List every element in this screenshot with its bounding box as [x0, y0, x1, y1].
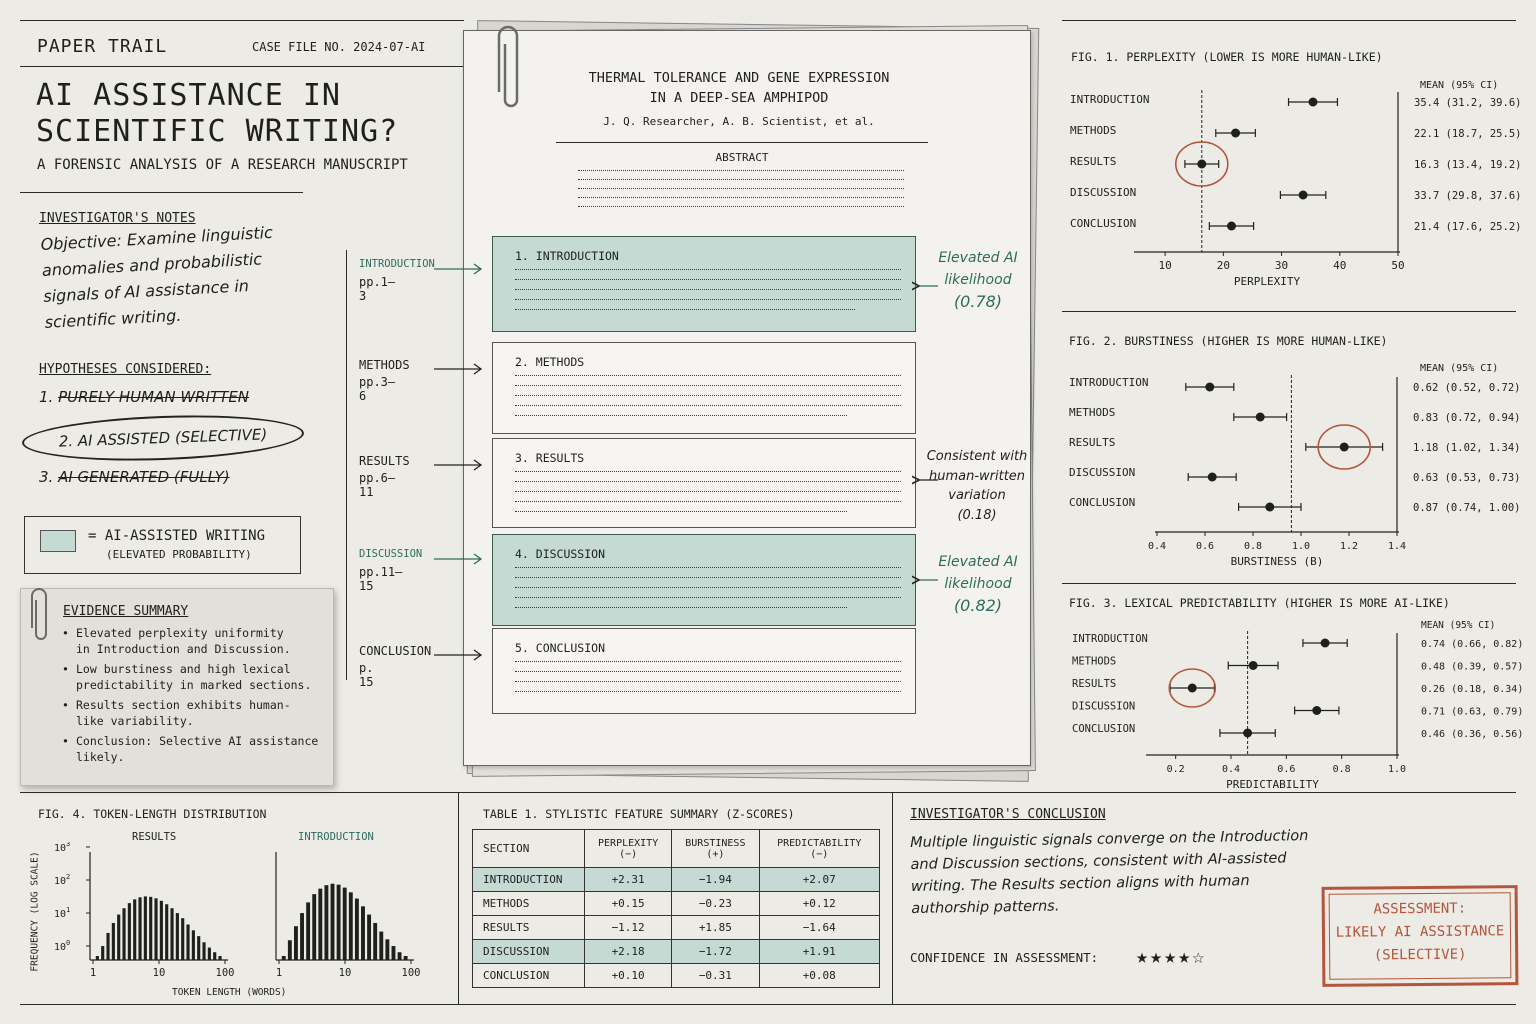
- histogram-bar: [154, 898, 157, 960]
- section-index-label: INTRODUCTION: [359, 258, 435, 270]
- histogram-bar: [149, 897, 152, 960]
- manuscript-section: [492, 628, 916, 714]
- table-cell: +2.31: [585, 868, 672, 892]
- evidence-list: [62, 626, 318, 765]
- fig4-title: FIG. 4. TOKEN-LENGTH DISTRIBUTION: [38, 807, 267, 821]
- table-cell: +1.85: [672, 916, 759, 940]
- x-tick-label: 100: [215, 967, 235, 979]
- hypothesis-3-number: 3.: [39, 468, 54, 486]
- evidence-heading: EVIDENCE SUMMARY: [63, 604, 189, 619]
- mean-point: [1188, 684, 1197, 693]
- table-cell: −0.31: [672, 964, 759, 988]
- section-index-pages: p. 15: [359, 661, 374, 689]
- fig4-ylabel: FREQUENCY (LOG SCALE): [29, 851, 41, 972]
- fig-divider-2: [1062, 583, 1516, 584]
- histogram-bar: [324, 885, 328, 960]
- table-row: [473, 892, 880, 916]
- x-tick-label: 40: [1333, 259, 1347, 272]
- x-tick-label: 0.6: [1277, 764, 1296, 775]
- histogram-bar: [176, 913, 179, 960]
- histogram-bar: [213, 952, 216, 960]
- value-label: 16.3 (13.4, 19.2): [1414, 159, 1522, 171]
- histogram-bar: [398, 952, 402, 960]
- fig3-chart: [1062, 618, 1532, 793]
- x-tick-label: 0.6: [1195, 541, 1215, 552]
- histogram-bar: [106, 933, 109, 960]
- conclusion-line: and Discussion sections, consistent with AI-assisted: [910, 850, 1287, 873]
- confidence-rating: [1136, 944, 1206, 968]
- notes-line: anomalies and probabilistic: [41, 249, 263, 280]
- conclusion-line: authorship patterns.: [911, 898, 1060, 917]
- x-tick-label: 100: [401, 967, 421, 979]
- category-label: RESULTS: [1070, 155, 1117, 168]
- table-cell: −1.72: [672, 940, 759, 964]
- histogram-bar: [165, 904, 168, 960]
- note-discussion: Elevated AI likelihood (0.82): [938, 554, 1018, 615]
- hypothesis-1-text: PURELY HUMAN WRITTEN: [58, 388, 250, 406]
- fig1-mean-header: MEAN (95% CI): [1420, 80, 1499, 91]
- value-label: 0.71 (0.63, 0.79): [1421, 706, 1524, 718]
- fig4-panel2-title: INTRODUCTION: [298, 831, 374, 843]
- x-tick-label: 0.2: [1166, 764, 1185, 775]
- mean-point: [1265, 503, 1274, 512]
- table-title: TABLE 1. STYLISTIC FEATURE SUMMARY (Z-SCORES): [483, 807, 795, 821]
- section-heading: 4. DISCUSSION: [515, 547, 606, 561]
- x-tick-label: 0.4: [1147, 541, 1167, 552]
- table-cell: +2.07: [759, 868, 880, 892]
- category-label: INTRODUCTION: [1070, 93, 1150, 106]
- table-cell: METHODS: [473, 892, 585, 916]
- fig4-xlabel: TOKEN LENGTH (WORDS): [172, 987, 287, 998]
- x-tick-label: 10: [1158, 259, 1172, 272]
- notes-heading: INVESTIGATOR'S NOTES: [39, 211, 196, 226]
- histogram-bar: [208, 948, 211, 960]
- histogram-bar: [331, 884, 335, 960]
- legend-label: = AI-ASSISTED WRITING: [88, 528, 266, 544]
- evidence-item: • Conclusion: Selective AI assistance likely.: [62, 734, 319, 764]
- value-label: 0.26 (0.18, 0.34): [1421, 684, 1524, 695]
- value-label: 35.4 (31.2, 39.6): [1414, 97, 1522, 109]
- conclusion-line: writing. The Results section aligns with human: [910, 873, 1250, 895]
- page-title-line2: SCIENTIFIC WRITING?: [36, 114, 399, 149]
- notes-line: scientific writing.: [44, 305, 182, 332]
- mean-point: [1208, 473, 1217, 482]
- section-index-label: CONCLUSION: [359, 644, 432, 658]
- histogram-bar: [355, 899, 359, 960]
- hypotheses-heading: HYPOTHESES CONSIDERED:: [39, 362, 212, 377]
- section-index-label: DISCUSSION: [359, 548, 423, 560]
- section-index-line: [346, 250, 347, 680]
- category-label: RESULTS: [1069, 436, 1116, 449]
- legend-sublabel: (ELEVATED PROBABILITY): [106, 548, 252, 561]
- x-tick-label: 1: [275, 967, 283, 979]
- category-label: CONCLUSION: [1070, 217, 1137, 230]
- evidence-item: • Results section exhibits human- like variability.: [62, 698, 291, 728]
- histogram-bar: [96, 956, 99, 960]
- mean-point: [1256, 413, 1265, 422]
- category-label: METHODS: [1070, 124, 1117, 137]
- table-header: SECTION: [473, 830, 585, 868]
- manuscript-rule: [556, 142, 928, 143]
- notes-line: signals of AI assistance in: [42, 276, 250, 306]
- mean-point: [1205, 383, 1214, 392]
- mean-point: [1312, 706, 1321, 715]
- x-tick-label: 1.0: [1291, 541, 1311, 552]
- value-label: 0.62 (0.52, 0.72): [1413, 382, 1521, 394]
- category-label: CONCLUSION: [1072, 723, 1136, 735]
- section-index-label: METHODS: [359, 358, 410, 372]
- histogram-bar: [404, 956, 408, 960]
- table-cell: +0.10: [585, 964, 672, 988]
- manuscript-title-line1: THERMAL TOLERANCE AND GENE EXPRESSION: [588, 70, 890, 86]
- stylistic-table: [472, 829, 880, 988]
- arrow-right-icon: [434, 363, 484, 375]
- x-tick-label: 1.0: [1387, 764, 1407, 775]
- frame-div-2: [892, 792, 893, 1004]
- histogram-bar: [197, 936, 200, 960]
- table-header: PREDICTABILITY (−): [759, 830, 880, 868]
- histogram-bar: [181, 918, 184, 960]
- x-tick-label: 0.8: [1332, 764, 1351, 775]
- value-label: 21.4 (17.6, 25.2): [1414, 221, 1522, 233]
- section-heading: 3. RESULTS: [515, 451, 585, 465]
- histogram-bar: [294, 926, 298, 960]
- mean-point: [1308, 98, 1317, 107]
- manuscript-section: [492, 534, 916, 626]
- histogram-bar: [128, 903, 131, 960]
- histogram-bar: [373, 923, 377, 960]
- brand: PAPER TRAIL: [37, 36, 168, 57]
- note-introduction: Elevated AI likelihood (0.78): [938, 250, 1018, 311]
- histogram-bar: [138, 897, 141, 960]
- mean-point: [1197, 160, 1206, 169]
- evidence-item: • Low burstiness and high lexical predictability in marked sections.: [62, 662, 312, 692]
- histogram-bar: [170, 908, 173, 960]
- histogram-bar: [218, 956, 221, 960]
- section-index-pages: pp.3–6: [359, 375, 396, 403]
- manuscript-section: [492, 342, 916, 434]
- manuscript-section: [492, 438, 916, 528]
- fig2-title: FIG. 2. BURSTINESS (HIGHER IS MORE HUMAN-LIKE): [1069, 334, 1388, 348]
- hypothesis-3: [39, 468, 230, 486]
- histogram-bar: [349, 892, 353, 960]
- table-row: [473, 916, 880, 940]
- x-axis-label: BURSTINESS (B): [1230, 555, 1324, 568]
- x-tick-label: 50: [1391, 259, 1405, 272]
- y-tick-label: $10^0$: [54, 939, 71, 953]
- abstract-body: [578, 170, 904, 207]
- histogram-bar: [337, 885, 341, 960]
- section-index-pages: pp.6–11: [359, 471, 396, 499]
- histogram-bar: [306, 902, 310, 960]
- arrow-right-icon: [434, 649, 484, 661]
- table-header: BURSTINESS (+): [672, 830, 759, 868]
- histogram-bar: [282, 956, 286, 960]
- fig3-mean-header: MEAN (95% CI): [1421, 620, 1496, 631]
- histogram-bar: [192, 930, 195, 960]
- mean-point: [1243, 729, 1252, 738]
- table-cell: +0.08: [759, 964, 880, 988]
- table-cell: +1.91: [759, 940, 880, 964]
- histogram-bar: [300, 913, 304, 960]
- category-label: METHODS: [1069, 406, 1116, 419]
- manuscript-authors: J. Q. Researcher, A. B. Scientist, et al.: [603, 115, 875, 128]
- star-filled-icon: ★: [1164, 944, 1179, 968]
- x-tick-label: 20: [1216, 259, 1230, 272]
- value-label: 0.87 (0.74, 1.00): [1413, 502, 1521, 514]
- mean-point: [1340, 443, 1349, 452]
- mean-point: [1321, 639, 1330, 648]
- value-label: 22.1 (18.7, 25.5): [1414, 128, 1522, 140]
- table-cell: RESULTS: [473, 916, 585, 940]
- histogram-bar: [144, 896, 147, 960]
- value-label: 0.46 (0.36, 0.56): [1421, 729, 1524, 740]
- stamp-line: (SELECTIVE): [1373, 946, 1467, 964]
- assessment-stamp: [1322, 885, 1519, 987]
- frame-div-1: [458, 792, 459, 1004]
- hypothesis-2-circled: 2. AI ASSISTED (SELECTIVE): [21, 411, 304, 465]
- table-cell: −0.23: [672, 892, 759, 916]
- table-cell: +2.18: [585, 940, 672, 964]
- x-tick-label: 0.8: [1243, 541, 1263, 552]
- table-header: PERPLEXITY (−): [585, 830, 672, 868]
- category-label: METHODS: [1072, 655, 1117, 668]
- histogram-bar: [312, 894, 316, 960]
- histogram-bar: [318, 889, 322, 960]
- category-label: RESULTS: [1072, 678, 1117, 690]
- x-axis-label: PERPLEXITY: [1233, 275, 1301, 288]
- value-label: 0.83 (0.72, 0.94): [1413, 412, 1521, 424]
- histogram-bar: [367, 915, 371, 960]
- value-label: 0.48 (0.39, 0.57): [1421, 661, 1524, 673]
- hypothesis-1-number: 1.: [39, 388, 54, 406]
- confidence-label: CONFIDENCE IN ASSESSMENT:: [910, 950, 1099, 965]
- abstract-heading: ABSTRACT: [715, 151, 769, 164]
- y-tick-label: $10^3$: [54, 842, 71, 854]
- conclusion-body: [910, 825, 1310, 920]
- fig1-chart: [1062, 80, 1532, 300]
- section-index-pages: pp.11–15: [359, 565, 403, 593]
- histogram-bar: [202, 942, 205, 960]
- fig2-chart: [1062, 362, 1532, 577]
- title-rule: [20, 66, 464, 67]
- histogram-bar: [288, 940, 292, 960]
- manuscript-section: [492, 236, 916, 332]
- histogram-bar: [186, 925, 189, 960]
- table-cell: −1.64: [759, 916, 880, 940]
- mean-point: [1249, 661, 1258, 670]
- table-cell: DISCUSSION: [473, 940, 585, 964]
- page-title-line1: AI ASSISTANCE IN: [36, 78, 341, 113]
- legend-swatch: [40, 530, 76, 552]
- histogram-bar: [117, 915, 120, 960]
- section-heading: 2. METHODS: [515, 355, 585, 369]
- evidence-item: • Elevated perplexity uniformity in Introduction and Discussion.: [62, 626, 291, 656]
- table-cell: −1.94: [672, 868, 759, 892]
- frame-bottom: [20, 1004, 1516, 1005]
- conclusion-line: Multiple linguistic signals converge on the Introduction: [910, 828, 1309, 851]
- arrow-right-icon: [434, 553, 484, 565]
- note-arrows: [912, 270, 952, 690]
- frame-top-right: [1062, 20, 1516, 21]
- subtitle-rule: [20, 192, 303, 193]
- mean-point: [1231, 129, 1240, 138]
- fig4-chart: [48, 842, 448, 982]
- x-tick-label: 10: [338, 967, 352, 979]
- paperclip-icon: [30, 586, 52, 646]
- mean-point: [1299, 191, 1308, 200]
- x-tick-label: 30: [1274, 259, 1289, 272]
- category-label: DISCUSSION: [1072, 700, 1136, 713]
- section-index-label: RESULTS: [359, 454, 410, 468]
- manuscript-title-line2: IN A DEEP-SEA AMPHIPOD: [649, 90, 829, 106]
- x-tick-label: 0.4: [1221, 764, 1241, 775]
- histogram-bar: [385, 939, 389, 960]
- stamp-line: ASSESSMENT:: [1373, 900, 1467, 918]
- x-tick-label: 10: [152, 967, 166, 979]
- category-label: INTRODUCTION: [1072, 633, 1148, 645]
- section-heading: 5. CONCLUSION: [515, 641, 606, 655]
- category-label: INTRODUCTION: [1069, 376, 1149, 389]
- section-index-pages: pp.1–3: [359, 275, 396, 303]
- table-cell: +0.12: [759, 892, 880, 916]
- category-label: DISCUSSION: [1069, 466, 1136, 479]
- notes-body: [40, 220, 278, 336]
- section-heading: 1. INTRODUCTION: [515, 249, 619, 263]
- table-cell: CONCLUSION: [473, 964, 585, 988]
- mean-point: [1227, 222, 1236, 231]
- value-label: 0.74 (0.66, 0.82): [1421, 639, 1524, 650]
- arrow-right-icon: [434, 263, 484, 275]
- histogram-bar: [379, 932, 383, 960]
- histogram-bar: [122, 908, 125, 960]
- x-tick-label: 1.2: [1339, 541, 1359, 552]
- case-file-number: CASE FILE NO. 2024-07-AI: [252, 40, 426, 54]
- x-tick-label: 1.4: [1387, 541, 1407, 552]
- y-tick-label: $10^1$: [54, 906, 71, 920]
- page-subtitle: A FORENSIC ANALYSIS OF A RESEARCH MANUSCRIPT: [37, 157, 408, 173]
- table-row: [473, 940, 880, 964]
- fig1-title: FIG. 1. PERPLEXITY (LOWER IS MORE HUMAN-LIKE): [1071, 50, 1383, 64]
- table-row: [473, 964, 880, 988]
- star-filled-icon: ★: [1136, 944, 1151, 968]
- x-axis-label: PREDICTABILITY: [1226, 778, 1319, 791]
- arrow-right-icon: [434, 459, 484, 471]
- category-label: CONCLUSION: [1069, 496, 1136, 509]
- frame-top-left: [20, 20, 464, 21]
- hypothesis-1: [39, 388, 249, 406]
- histogram-bar: [101, 946, 104, 960]
- histogram-bar: [361, 906, 365, 960]
- star-filled-icon: ★: [1178, 944, 1193, 968]
- stamp-line: LIKELY AI ASSISTANCE: [1335, 923, 1505, 941]
- table-cell: +0.15: [585, 892, 672, 916]
- star-filled-icon: ★: [1150, 944, 1165, 968]
- conclusion-heading: INVESTIGATOR'S CONCLUSION: [910, 807, 1106, 822]
- notes-line: Objective: Examine linguistic: [40, 222, 274, 254]
- note-results: Consistent with human-written variation (0.18): [926, 449, 1028, 523]
- histogram-bar: [133, 899, 136, 960]
- category-label: DISCUSSION: [1070, 186, 1137, 199]
- x-tick-label: 1: [89, 967, 97, 979]
- histogram-bar: [343, 888, 347, 960]
- hypothesis-3-text: AI GENERATED (FULLY): [58, 468, 230, 486]
- star-empty-icon: ☆: [1192, 944, 1207, 968]
- fig2-mean-header: MEAN (95% CI): [1420, 363, 1499, 374]
- fig4-panel1-title: RESULTS: [132, 831, 177, 843]
- histogram-bar: [160, 901, 163, 960]
- table-cell: INTRODUCTION: [473, 868, 585, 892]
- histogram-bar: [112, 923, 115, 960]
- table-cell: −1.12: [585, 916, 672, 940]
- fig-divider-1: [1062, 311, 1516, 312]
- value-label: 1.18 (1.02, 1.34): [1413, 442, 1521, 454]
- table-row: [473, 868, 880, 892]
- value-label: 33.7 (29.8, 37.6): [1414, 190, 1522, 202]
- fig3-title: FIG. 3. LEXICAL PREDICTABILITY (HIGHER IS MORE AI-LIKE): [1069, 596, 1450, 610]
- histogram-bar: [392, 946, 396, 960]
- value-label: 0.63 (0.53, 0.73): [1413, 472, 1521, 484]
- y-tick-label: $10^2$: [54, 873, 71, 887]
